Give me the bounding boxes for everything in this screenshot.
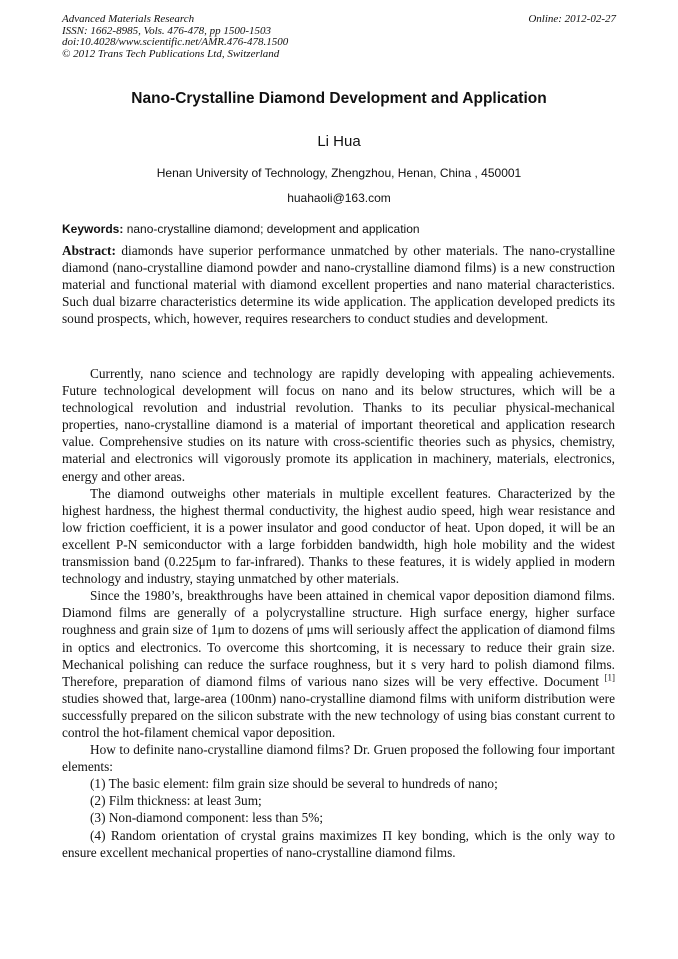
online-date: Online: 2012-02-27 — [528, 13, 616, 25]
paragraph-text: studies showed that, large-area (100nm) nano-crystalline diamond films with uniform distribution were successfully prepared on the silicon substrate with the new technology of using bias constant current to control the hot-filament chemical vapor deposition. — [62, 690, 615, 740]
abstract — [62, 242, 615, 327]
issn: ISSN: 1662-8985, Vols. 476-478, pp 1500-1503 — [62, 24, 271, 37]
doi: doi:10.4028/www.scientific.net/AMR.476-478.1500 — [62, 36, 289, 49]
abstract-label: Abstract: — [62, 243, 116, 258]
email: huahaoli@163.com — [287, 191, 391, 205]
keywords-label: Keywords: — [62, 222, 124, 236]
list-item: (3) Non-diamond component: less than 5%; — [90, 810, 324, 826]
list-item: (4) Random orientation of crystal grains maximizes Π key bonding, which is the only way to ensure excellent mechanical properties of nano-crystalline diamond films. — [62, 827, 615, 860]
keywords — [62, 222, 420, 236]
paragraph: How to definite nano-crystalline diamond films? Dr. Gruen proposed the following four important elements: — [62, 742, 615, 775]
list-item: (2) Film thickness: at least 3um; — [90, 793, 262, 809]
paragraph — [62, 587, 615, 741]
paragraph: The diamond outweighs other materials in multiple excellent features. Characterized by the highest hardness, the highest thermal conductivity, the highest audio speed, high wear resistance and low friction coefficient, it is a power insulator and good conductor of heat. Upon doped, it will be an excellent P-N semiconductor with a large forbidden bandwidth, high hole mobility and the widest transmission band (0.225μm to far-infrared). Thanks to these features, it is widely applied in modern technology and industry, staying unmatched by other materials. — [62, 485, 615, 587]
keywords-text: nano-crystalline diamond; development and application — [123, 222, 420, 236]
author: Li Hua — [317, 133, 361, 150]
citation: [1] — [604, 672, 615, 683]
paragraph: Currently, nano science and technology are rapidly developing with appealing achievements. Future technological development will focus on nano and its below structures, which will be a technological revolution and industrial revolution. Thanks to its peculiar physical-mechanical properties, nano-crystalline diamond is a material of important theoretical and application research value. Comprehensive studies on its nature with cross-scientific theories such as physics, chemistry, material and electronics will vigorously promote its application in machinery, materials, electronics, energy and other areas. — [62, 366, 615, 484]
copyright: © 2012 Trans Tech Publications Ltd, Switzerland — [62, 47, 280, 60]
body-text — [62, 365, 615, 861]
journal-header — [62, 14, 288, 60]
list-item: (1) The basic element: film grain size should be several to hundreds of nano; — [90, 776, 498, 792]
paragraph-text: Since the 1980’s, breakthroughs have been attained in chemical vapor deposition diamond films. Diamond films are generally of a polycrystalline structure. High surface energy, higher surface roughness and grain size of 1μm to dozens of μms will seriously affect the application of diamond films in optics and electronics. To overcome this shortcoming, it is necessary to reduce their grain size. Mechanical polishing can reduce the surface roughness, but it s very hard to polish diamond films. Therefore, preparation of diamond films of various nano sizes will be very effective. Document — [62, 588, 615, 689]
abstract-text: diamonds have superior performance unmatched by other materials. The nano-crystalline diamond (nano-crystalline diamond powder and nano-crystalline diamond films) is a new construction material and functional material with diamond excellent properties and nano material characteristics. Such dual bizarre characteristics determine its wide application. The application developed predicts its sound prospects, which, however, requires researchers to conduct studies and development. — [62, 243, 615, 327]
journal-name: Advanced Materials Research — [62, 13, 195, 25]
paper-title: Nano-Crystalline Diamond Development and Application — [131, 90, 547, 107]
affiliation: Henan University of Technology, Zhengzhou, Henan, China , 450001 — [156, 166, 522, 180]
